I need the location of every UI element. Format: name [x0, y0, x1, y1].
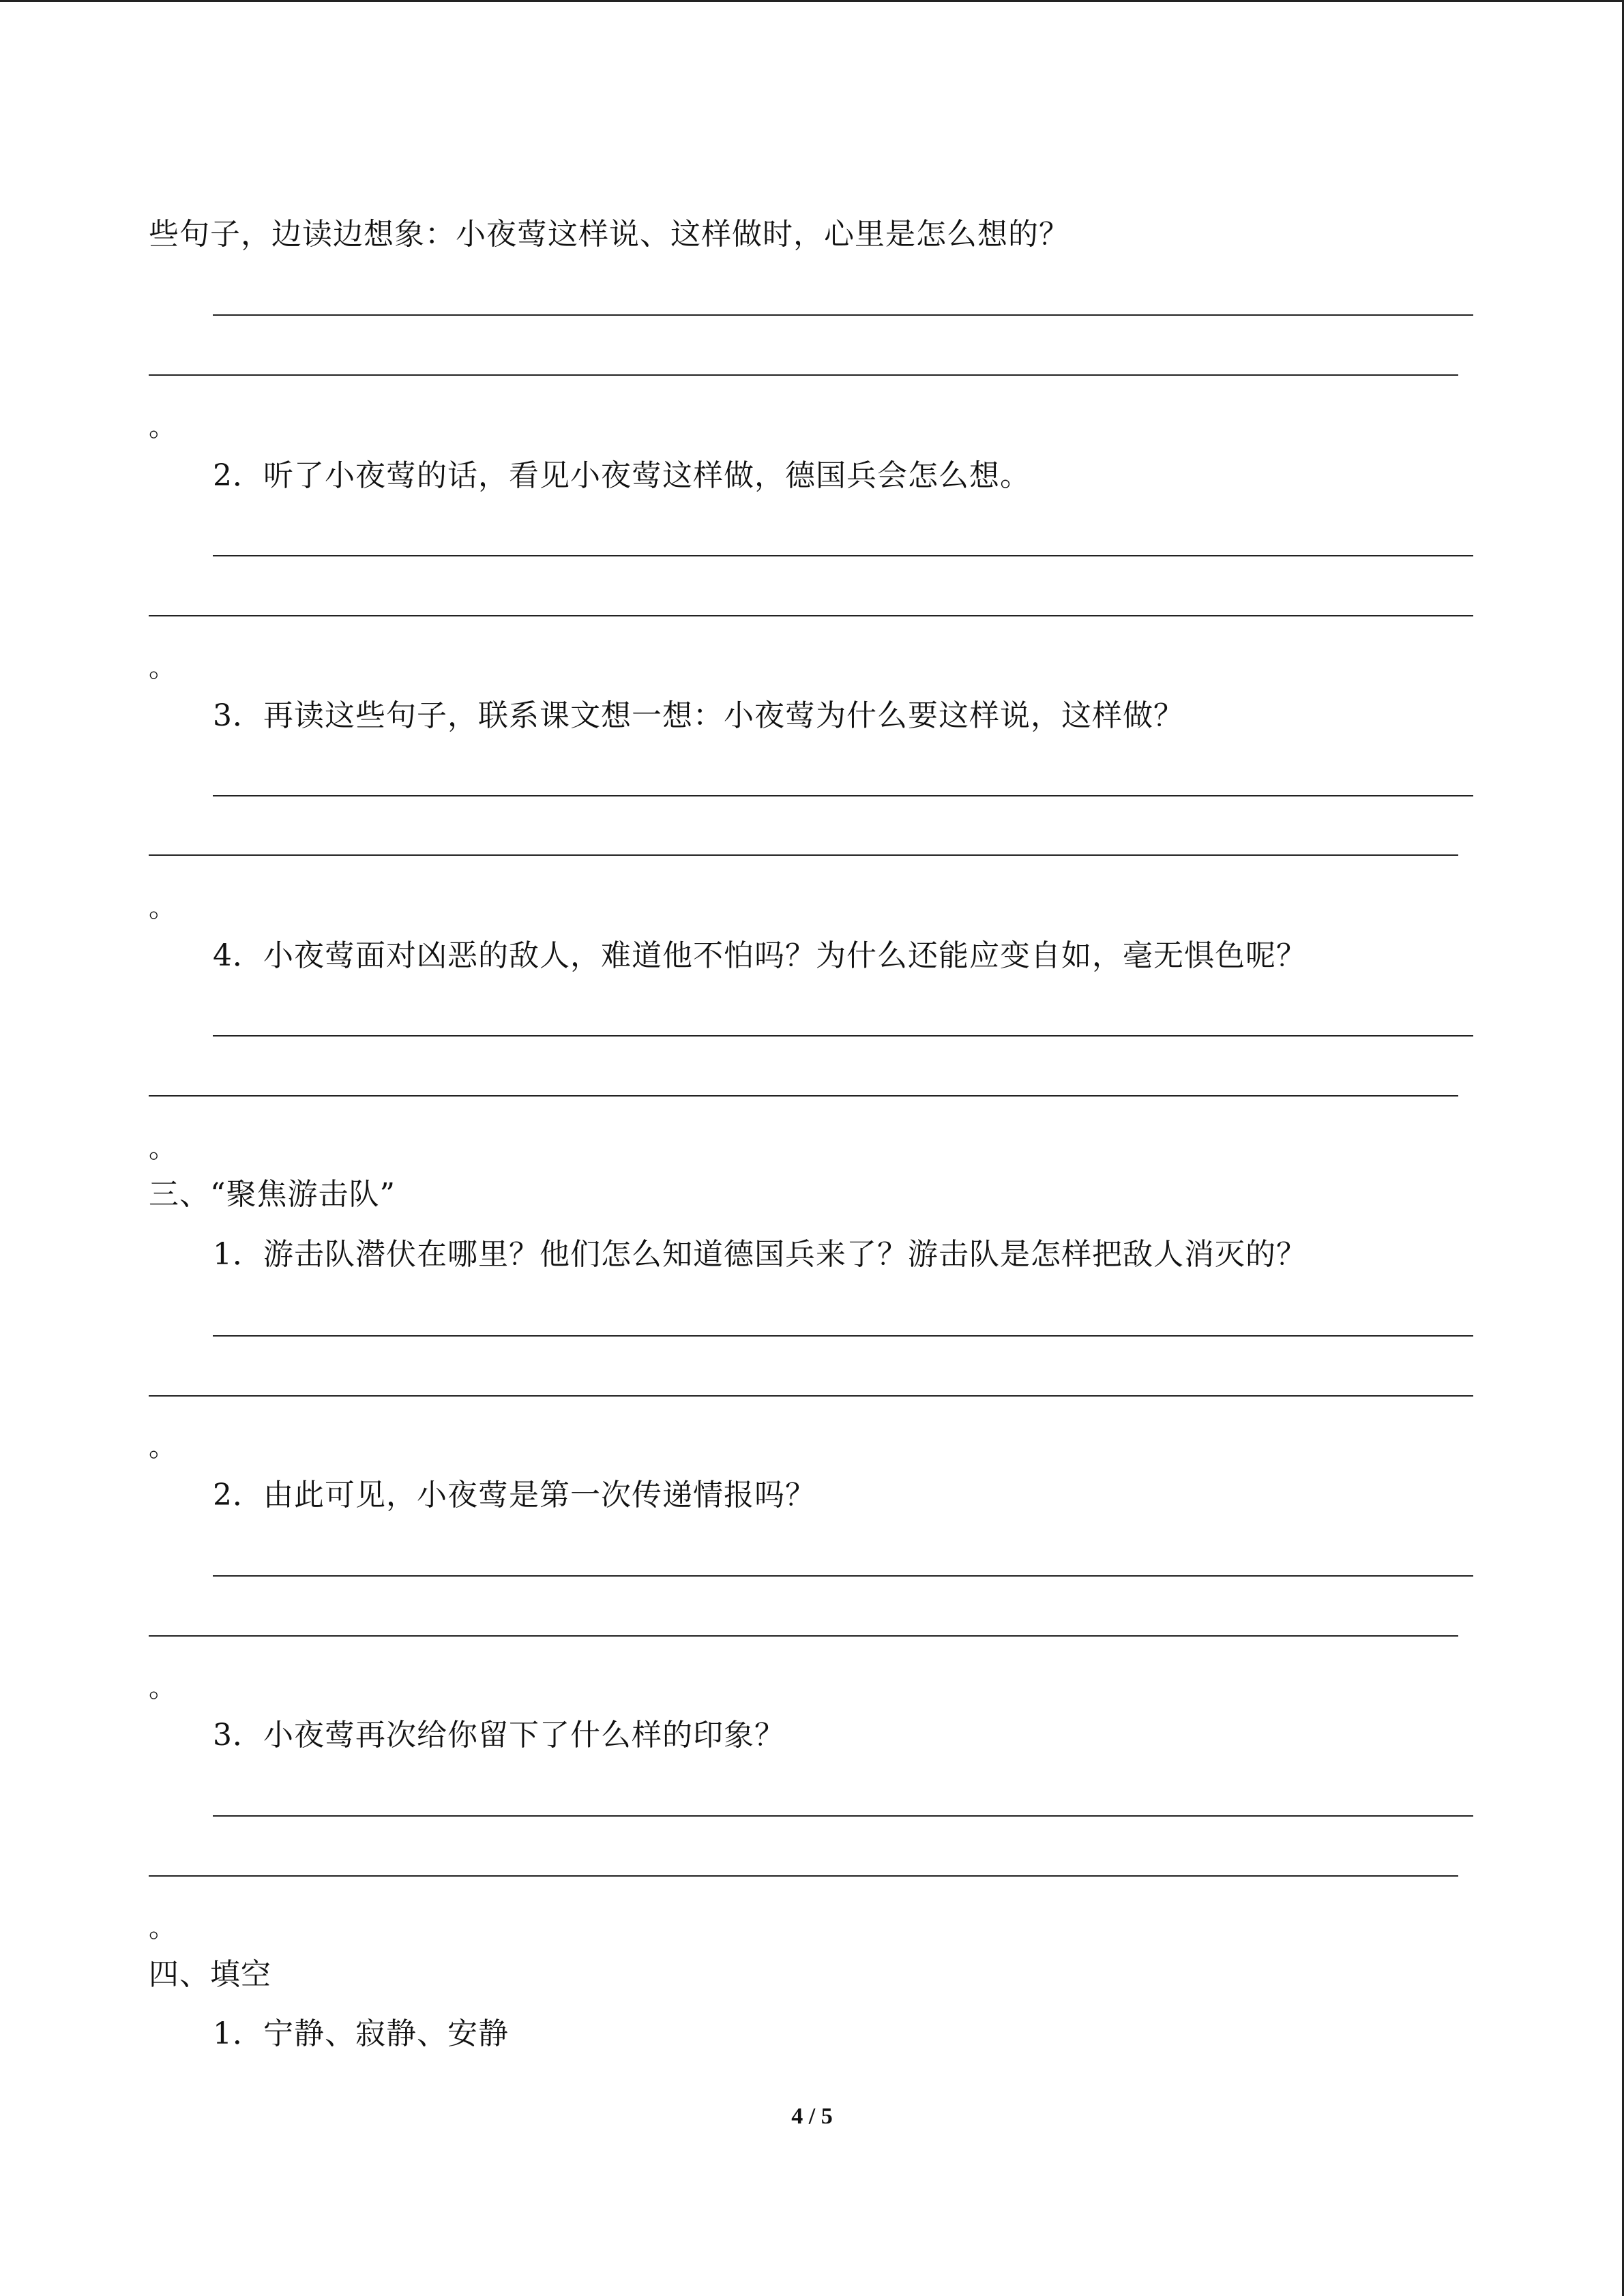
answer-line	[149, 615, 1473, 616]
question-4: 4．小夜莺面对凶恶的敌人，难道他不怕吗？为什么还能应变自如，毫无惧色呢？	[213, 938, 1307, 973]
answer-line	[149, 854, 1458, 856]
section-3-title: 三、“聚焦游击队”	[149, 1177, 396, 1212]
answer-line	[213, 314, 1473, 316]
period-mark: 。	[149, 1431, 177, 1463]
period-mark: 。	[149, 1912, 177, 1943]
period-mark: 。	[149, 1133, 177, 1164]
section-3-question-2: 2．由此可见，小夜莺是第一次传递情报吗？	[213, 1478, 816, 1512]
answer-line	[213, 1815, 1473, 1817]
answer-line	[213, 1575, 1473, 1577]
period-mark: 。	[149, 652, 177, 683]
page-border-top	[0, 0, 1624, 2]
answer-line	[149, 1875, 1458, 1877]
answer-line	[149, 374, 1458, 376]
question-2: 2．听了小夜莺的话，看见小夜莺这样做，德国兵会怎么想。	[213, 458, 1031, 493]
answer-line	[149, 1395, 1473, 1397]
period-mark: 。	[149, 1672, 177, 1703]
period-mark: 。	[149, 892, 177, 923]
intro-line: 些句子，边读边想象：小夜莺这样说、这样做时，心里是怎么想的？	[149, 217, 1069, 252]
section-3-question-3: 3．小夜莺再次给你留下了什么样的印象？	[213, 1718, 785, 1753]
answer-line	[213, 1335, 1473, 1337]
period-mark: 。	[149, 411, 177, 443]
answer-line	[213, 1035, 1473, 1037]
section-4-title: 四、填空	[149, 1957, 271, 1992]
section-4-question-1: 1．宁静、寂静、安静	[213, 2016, 509, 2051]
question-3: 3．再读这些句子，联系课文想一想：小夜莺为什么要这样说，这样做？	[213, 698, 1184, 733]
answer-line	[149, 1095, 1458, 1097]
section-3-question-1: 1．游击队潜伏在哪里？他们怎么知道德国兵来了？游击队是怎样把敌人消灭的？	[213, 1237, 1307, 1272]
page-number: 4 / 5	[791, 2104, 833, 2129]
answer-line	[213, 555, 1473, 556]
answer-line	[213, 795, 1473, 796]
answer-line	[149, 1635, 1458, 1637]
